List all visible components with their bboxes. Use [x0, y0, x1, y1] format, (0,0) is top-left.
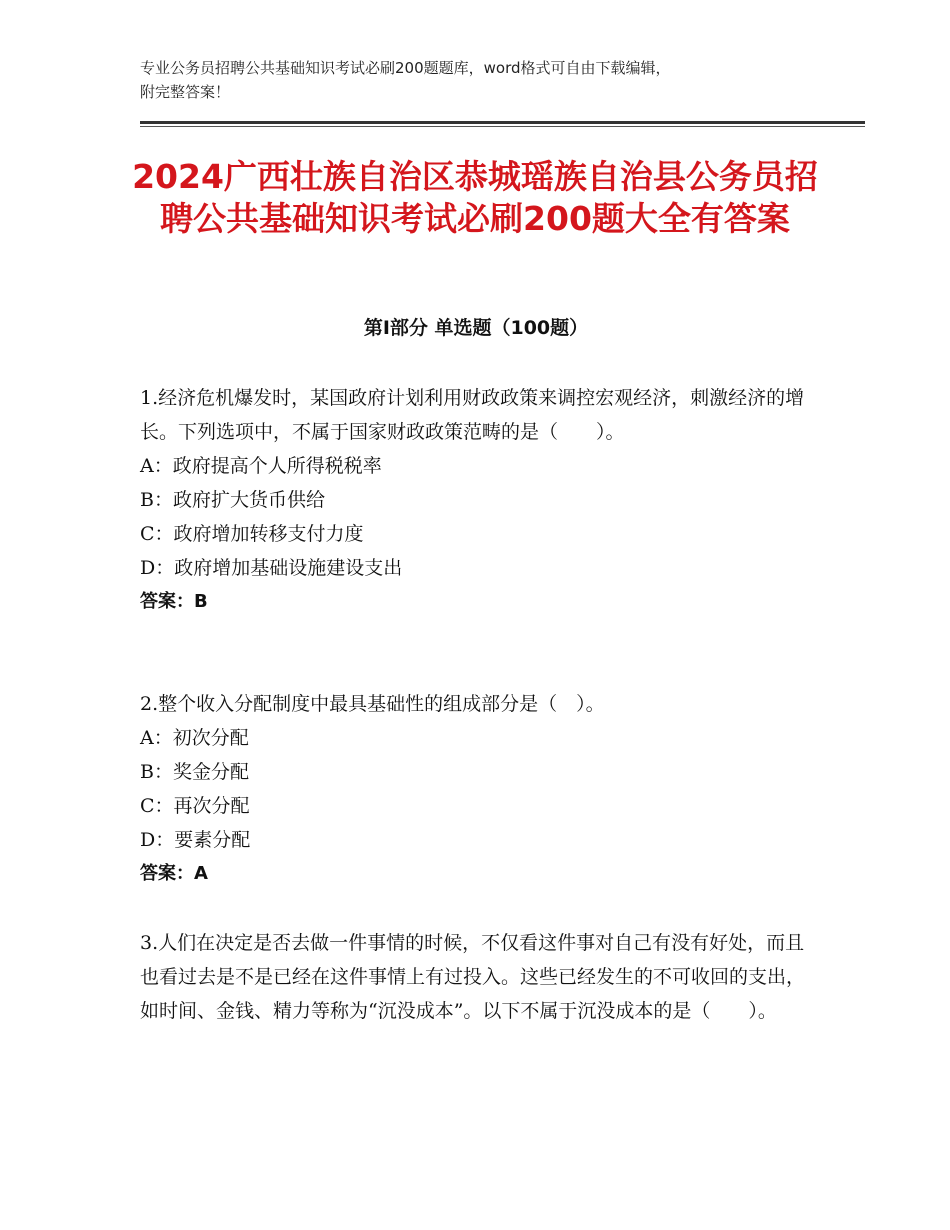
question-stem: 3.人们在决定是否去做一件事情的时候，不仅看这件事对自己有没有好处，而且也看过去是不是已经在这件事情上有过投入。这些已经发生的不可收回的支出，如时间、金钱、精力等称为“沉没成本”。以下不属于沉没成本的是（ ）。	[140, 932, 806, 1022]
question-stem: 1.经济危机爆发时，某国政府计划利用财政政策来调控宏观经济，刺激经济的增长。下列选项中，不属于国家财政政策范畴的是（ ）。	[140, 387, 805, 443]
question-2	[140, 687, 810, 891]
option-b: B：政府扩大货币供给	[140, 489, 325, 511]
header-note-line-2: 附完整答案！	[140, 83, 231, 101]
question-stem: 2.整个收入分配制度中最具基础性的组成部分是（ ）。	[140, 693, 605, 715]
option-a: A：政府提高个人所得税税率	[140, 455, 382, 477]
option-c: C：政府增加转移支付力度	[140, 523, 364, 545]
header-divider-thick	[140, 121, 865, 124]
answer-label: 答案：B	[140, 591, 208, 612]
option-a: A：初次分配	[140, 727, 249, 749]
header-note	[140, 56, 820, 104]
header-note-line-1: 专业公务员招聘公共基础知识考试必刷200题题库，word格式可自由下载编辑，	[140, 59, 671, 77]
document-title: 2024广西壮族自治区恭城瑶族自治县公务员招聘公共基础知识考试必刷200题大全有答案	[132, 157, 818, 238]
section-title: 第Ⅰ部分 单选题（100题）	[363, 317, 589, 339]
option-d: D：要素分配	[140, 829, 251, 851]
answer-label: 答案：A	[140, 863, 208, 884]
question-3	[140, 926, 810, 1028]
question-1	[140, 381, 810, 619]
option-d: D：政府增加基础设施建设支出	[140, 557, 403, 579]
option-b: B：奖金分配	[140, 761, 249, 783]
header-divider-thin	[140, 126, 865, 127]
option-c: C：再次分配	[140, 795, 250, 817]
